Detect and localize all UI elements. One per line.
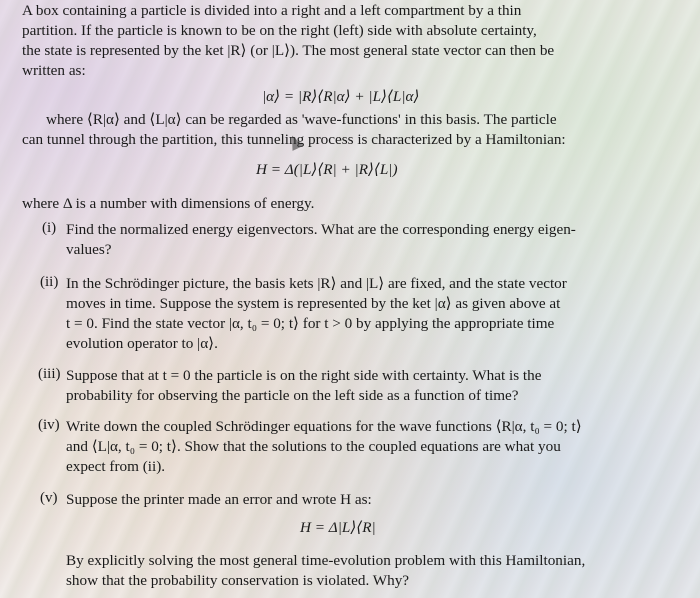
final-line-1: By explicitly solving the most general time-evolution problem with this Hamiltonian, <box>66 552 586 569</box>
question-iii-line-1: Suppose that at t = 0 the particle is on the right side with certainty. What is the <box>66 367 542 384</box>
question-v-line-1: Suppose the printer made an error and wrote H as: <box>66 491 372 508</box>
question-iv-line-2: and ⟨L|α, t₀ = 0; t⟩. Show that the solutions to the coupled equations are what you <box>66 438 561 455</box>
question-label-iii: (iii) <box>38 366 61 382</box>
question-label-v: (v) <box>40 490 58 506</box>
question-ii-line-2: moves in time. Suppose the system is represented by the ket |α⟩ as given above at <box>66 295 561 312</box>
question-iv-line-1: Write down the coupled Schrödinger equations for the wave functions ⟨R|α, t₀ = 0; t⟩ <box>66 418 582 435</box>
wave-function-line-2: can tunnel through the partition, this tunneling process is characterized by a Hamiltonian: <box>22 131 566 148</box>
wrong-hamiltonian-equation: H = Δ|L⟩⟨R| <box>300 519 376 536</box>
question-label-ii: (ii) <box>40 274 59 290</box>
question-label-iv: (iv) <box>38 417 60 433</box>
wave-function-line-1: where ⟨R|α⟩ and ⟨L|α⟩ can be regarded as 'wave-functions' in this basis. The particle <box>46 111 557 128</box>
question-ii-line-4: evolution operator to |α⟩. <box>66 335 218 352</box>
hamiltonian-equation: H = Δ(|L⟩⟨R| + |R⟩⟨L|) <box>256 161 398 178</box>
intro-line-4: written as: <box>22 62 86 79</box>
question-ii-line-3: t = 0. Find the state vector |α, t₀ = 0; t⟩ for t > 0 by applying the appropriate time <box>66 315 555 332</box>
question-label-i: (i) <box>42 220 57 236</box>
delta-definition: where Δ is a number with dimensions of energy. <box>22 195 315 212</box>
intro-line-1: A box containing a particle is divided into a right and a left compartment by a thin <box>22 2 522 19</box>
question-i-line-2: values? <box>66 241 112 258</box>
question-iii-line-2: probability for observing the particle on the left side as a function of time? <box>66 387 519 404</box>
intro-line-2: partition. If the particle is known to be on the right (left) side with absolute certainty, <box>22 22 537 39</box>
question-ii-line-1: In the Schrödinger picture, the basis kets |R⟩ and |L⟩ are fixed, and the state vector <box>66 275 567 292</box>
state-equation: |α⟩ = |R⟩⟨R|α⟩ + |L⟩⟨L|α⟩ <box>262 88 420 105</box>
question-iv-line-3: expect from (ii). <box>66 458 166 475</box>
question-i-line-1: Find the normalized energy eigenvectors. What are the corresponding energy eigen- <box>66 221 576 238</box>
intro-line-3: the state is represented by the ket |R⟩ (or |L⟩). The most general state vector can then be <box>22 42 555 59</box>
final-line-2: show that the probability conservation is violated. Why? <box>66 572 410 589</box>
